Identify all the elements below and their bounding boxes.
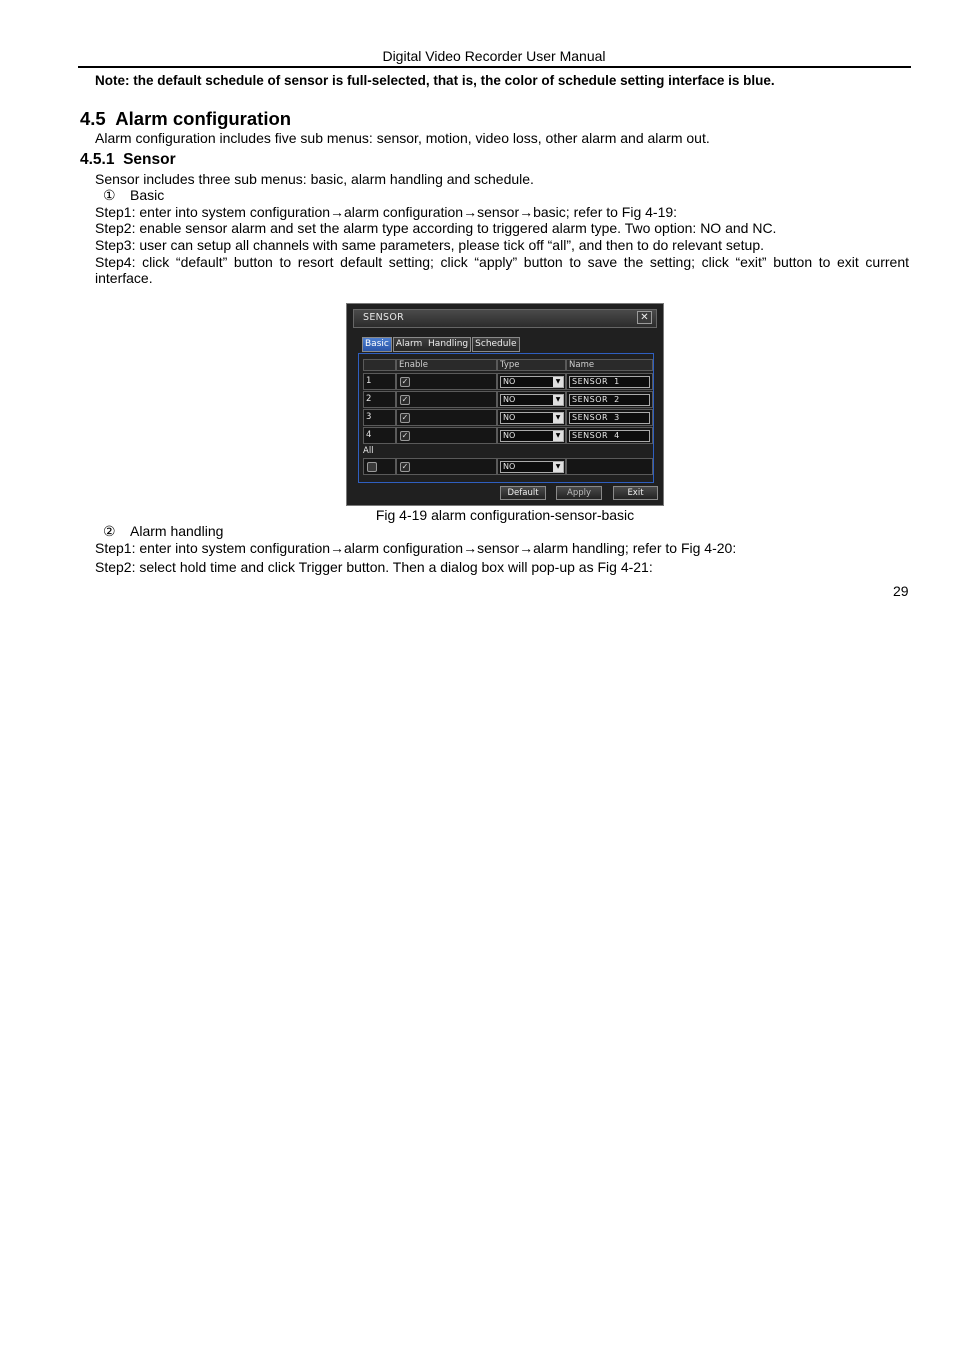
channel-number: 4 [363,427,396,444]
subsection-heading: 4.5.1 Sensor [80,151,176,168]
all-label: All [363,446,374,456]
table-header [363,359,653,371]
header-rule [78,66,911,68]
page-number: 29 [893,583,909,599]
tab-alarm-handling[interactable]: Alarm Handling [393,337,471,352]
sensor-name-field[interactable]: SENSOR 2 [569,394,650,406]
channel-number: 1 [363,373,396,390]
figure-caption: Fig 4-19 alarm configuration-sensor-basic [375,507,635,523]
step-text: Step4: click “default” button to resort default setting; click “apply” button to save the setting; click “exit” button to exit current interface. [95,254,909,286]
sensor-name-field[interactable]: SENSOR 1 [569,376,650,388]
step-text: Step1: enter into system configuration→alarm configuration→sensor→basic; refer to Fig 4-19: [95,204,678,220]
table-row [363,427,653,444]
dialog-title-bar [353,309,657,328]
all-row [363,458,653,475]
all-name-cell [566,458,653,475]
chevron-down-icon: ▼ [553,431,563,441]
table-row [363,373,653,390]
enable-checkbox[interactable]: ✓ [401,413,409,422]
sensor-table-panel [358,353,654,483]
subsection-intro: Sensor includes three sub menus: basic, alarm handling and schedule. [95,171,534,187]
list-item-basic [103,187,164,204]
step-text: Step3: user can setup all channels with same parameters, please tick off “all”, and then to do relevant setup. [95,237,765,253]
channel-number: 3 [363,409,396,426]
type-select[interactable]: NO ▼ [500,394,564,406]
sensor-dialog [346,303,664,506]
column-header-type: Type [497,359,566,371]
column-header-name: Name [566,359,653,371]
running-header: Digital Video Recorder User Manual [382,48,606,64]
type-select[interactable]: NO ▼ [500,412,564,424]
item-number: ① [103,187,116,203]
list-item-alarm-handling [103,523,223,540]
item-label: Basic [130,187,165,203]
step-text: Step2: enable sensor alarm and set the alarm type according to triggered alarm type. Two option: NO and NC. [95,220,777,236]
column-header-enable: Enable [396,359,497,371]
chevron-down-icon: ▼ [553,377,563,387]
item-number: ② [103,523,116,539]
dialog-title: SENSOR [363,312,405,323]
all-enable-checkbox[interactable]: ✓ [401,462,409,471]
default-button[interactable]: Default [500,486,546,500]
tab-bar [362,337,521,352]
type-select[interactable]: NO ▼ [500,376,564,388]
tab-schedule[interactable]: Schedule [472,337,519,352]
sensor-name-field[interactable]: SENSOR 3 [569,412,650,424]
table-row [363,409,653,426]
item-label: Alarm handling [130,523,224,539]
chevron-down-icon: ▼ [553,462,563,472]
apply-button[interactable]: Apply [556,486,602,500]
tab-basic[interactable]: Basic [362,337,392,352]
all-select-checkbox[interactable] [367,462,377,472]
sensor-name-field[interactable]: SENSOR 4 [569,430,650,442]
all-type-select[interactable]: NO ▼ [500,461,564,473]
note: Note: the default schedule of sensor is full-selected, that is, the color of schedule setting interface is blue. [95,73,775,88]
step-text: Step1: enter into system configuration→alarm configuration→sensor→alarm handling; refer to Fig 4-20: [95,540,737,556]
step-text: Step2: select hold time and click Trigger button. Then a dialog box will pop-up as Fig 4-21: [95,559,653,575]
enable-checkbox[interactable]: ✓ [401,395,409,404]
table-row [363,391,653,408]
section-heading: 4.5 Alarm configuration [80,108,292,129]
enable-checkbox[interactable]: ✓ [401,377,409,386]
section-intro: Alarm configuration includes five sub menus: sensor, motion, video loss, other alarm and alarm out. [95,130,710,146]
column-header-channel [363,359,396,371]
close-icon[interactable]: ✕ [637,311,652,324]
chevron-down-icon: ▼ [553,413,563,423]
type-select[interactable]: NO ▼ [500,430,564,442]
enable-checkbox[interactable]: ✓ [401,431,409,440]
chevron-down-icon: ▼ [553,395,563,405]
exit-button[interactable]: Exit [613,486,658,500]
channel-number: 2 [363,391,396,408]
